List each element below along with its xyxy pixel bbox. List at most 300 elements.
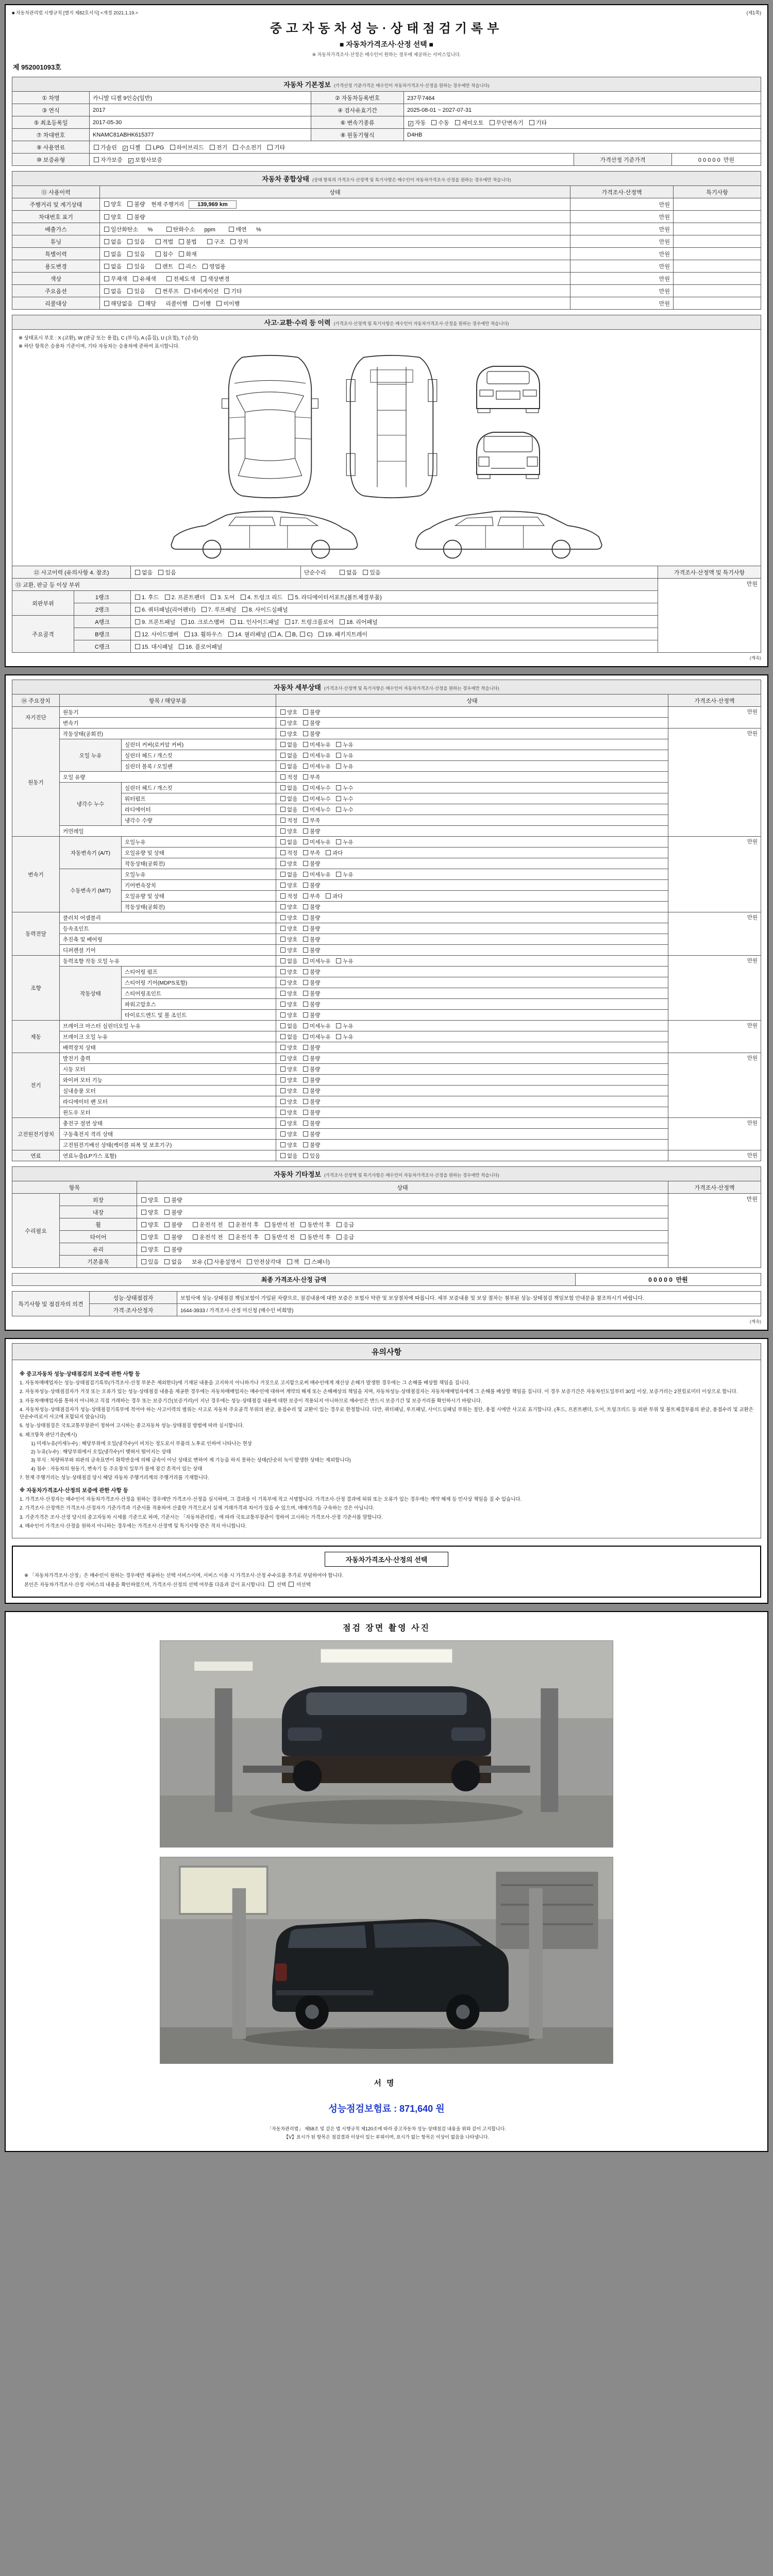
- checkbox-icon[interactable]: [336, 839, 341, 844]
- checkbox-icon[interactable]: [193, 1222, 198, 1227]
- state-cell[interactable]: 양호 불량: [137, 1206, 668, 1218]
- checkbox-icon[interactable]: [127, 239, 132, 244]
- checkbox-icon[interactable]: [141, 1259, 146, 1264]
- checkbox-icon[interactable]: [267, 145, 273, 150]
- notice-line: 1) 미세누유(미세누수) : 해당부위에 오일(냉각수)이 비치는 정도로서 부품의 노후로 인하여 나타나는 현상: [31, 1440, 253, 1447]
- checkbox-icon[interactable]: [104, 214, 109, 219]
- checkbox-icon[interactable]: [141, 1197, 146, 1202]
- state-cell[interactable]: 없음 미세누수 누수: [276, 793, 668, 804]
- checkbox-icon[interactable]: [230, 619, 236, 624]
- checkbox-icon[interactable]: [303, 1012, 308, 1018]
- checkbox-icon[interactable]: [280, 720, 285, 725]
- checkbox-icon[interactable]: [127, 264, 132, 269]
- checkbox-icon[interactable]: [305, 1259, 310, 1264]
- item-label: 작동상태(공회전): [122, 902, 276, 912]
- checkbox-icon[interactable]: [280, 883, 285, 888]
- checkbox-icon[interactable]: [193, 1234, 198, 1240]
- checkbox-icon[interactable]: [303, 828, 308, 834]
- checkbox-icon[interactable]: [280, 839, 285, 844]
- checkbox-icon[interactable]: [336, 742, 341, 747]
- checkbox-icon[interactable]: [230, 239, 236, 244]
- section-basic-info-title: 자동차 기본정보 (가격산정 기준가격은 매수인이 자동차가격조사·산정을 원하는 경우에만 적습니다): [12, 77, 761, 91]
- state-cell[interactable]: 적정 부족 과다: [276, 848, 668, 858]
- checkbox-icon[interactable]: [181, 619, 187, 624]
- checkbox-icon[interactable]: [303, 1099, 308, 1104]
- checkbox-icon[interactable]: [303, 937, 308, 942]
- checkbox-icon[interactable]: [156, 239, 161, 244]
- field-label: ③ 연식: [12, 104, 90, 116]
- state-cell[interactable]: 일산화탄소 % 탄화수소 ppm 매연 %: [100, 223, 570, 235]
- checkbox-icon[interactable]: [336, 764, 341, 769]
- state-cell[interactable]: 없음 미세누유 누유: [276, 739, 668, 750]
- checkbox-icon[interactable]: [241, 595, 246, 600]
- rank-items[interactable]: 9. 프론트패널 10. 크로스멤버 11. 인사이드패널 17. 트렁크플로어 18. 리어패널: [131, 616, 658, 628]
- checkbox-icon[interactable]: [336, 872, 341, 877]
- checkbox-icon[interactable]: [280, 1066, 285, 1072]
- state-cell[interactable]: 양호 불량: [276, 934, 668, 945]
- checkbox-icon[interactable]: [135, 632, 140, 637]
- checkbox-icon[interactable]: [303, 904, 308, 909]
- checkbox-icon[interactable]: [303, 807, 308, 812]
- checkbox-icon[interactable]: [336, 785, 341, 790]
- checkbox-icon[interactable]: [280, 753, 285, 758]
- item-label: 동력조향 작동 오일 누유: [60, 956, 276, 967]
- checkbox-icon[interactable]: [303, 720, 308, 725]
- item-label: 파워고압호스: [122, 999, 276, 1010]
- state-cell[interactable]: 양호 불량: [276, 707, 668, 718]
- checkbox-icon[interactable]: [303, 872, 308, 877]
- checkbox-icon[interactable]: [285, 619, 290, 624]
- state-cell[interactable]: 없음 미세누유 누유: [276, 956, 668, 967]
- checkbox-icon[interactable]: [166, 227, 172, 232]
- inspection-insurance-fee: [12, 2102, 761, 2115]
- checkbox-icon[interactable]: [280, 796, 285, 801]
- checkbox-icon[interactable]: [337, 1222, 342, 1227]
- checkbox-icon[interactable]: [170, 145, 175, 150]
- accident-history-state[interactable]: 없음 있음: [131, 566, 301, 579]
- checkbox-icon[interactable]: [303, 796, 308, 801]
- checkbox-icon[interactable]: [104, 201, 109, 207]
- state-cell[interactable]: 양호 불량: [276, 1086, 668, 1096]
- checkbox-icon[interactable]: [303, 969, 308, 974]
- checkbox-icon[interactable]: [193, 301, 198, 306]
- checkbox-icon[interactable]: ✓: [123, 145, 127, 151]
- checkbox-icon[interactable]: [280, 1012, 285, 1018]
- checkbox-icon[interactable]: [490, 120, 495, 125]
- state-cell[interactable]: 양호 불량: [276, 912, 668, 923]
- amount-cell: 만원: [570, 285, 674, 297]
- checkbox-icon[interactable]: [280, 980, 285, 985]
- checkbox-icon[interactable]: [179, 264, 184, 269]
- checkbox-icon[interactable]: [271, 632, 276, 637]
- checkbox-icon[interactable]: [184, 289, 190, 294]
- checkbox-icon[interactable]: [94, 145, 99, 150]
- state-cell[interactable]: 양호 불량: [137, 1243, 668, 1256]
- checkbox-icon[interactable]: [303, 980, 308, 985]
- simple-repair-cell[interactable]: 단순수리 없음 있음: [301, 566, 658, 579]
- state-cell[interactable]: 양호 불량: [276, 1042, 668, 1053]
- device-group-label: 연료: [12, 1150, 60, 1161]
- checkbox-icon[interactable]: [164, 1197, 170, 1202]
- checkbox-icon[interactable]: [303, 818, 308, 823]
- state-cell[interactable]: 없음 미세누수 누수: [276, 783, 668, 793]
- checkbox-icon[interactable]: [135, 619, 140, 624]
- state-cell[interactable]: 양호 불량: [276, 728, 668, 739]
- checkbox-icon[interactable]: [156, 264, 161, 269]
- state-cell[interactable]: 적정 부족: [276, 772, 668, 783]
- state-cell[interactable]: 없음 미세누유 누유: [276, 1031, 668, 1042]
- checkbox-icon[interactable]: [303, 742, 308, 747]
- checkbox-icon[interactable]: [201, 276, 206, 281]
- checkbox-icon[interactable]: [300, 632, 305, 637]
- checkbox-icon[interactable]: [303, 1110, 308, 1115]
- checkbox-icon[interactable]: [289, 1582, 294, 1587]
- checkbox-icon[interactable]: [336, 807, 341, 812]
- checkbox-icon[interactable]: [265, 1234, 270, 1240]
- checkbox-icon[interactable]: [303, 947, 308, 953]
- checkbox-icon[interactable]: [247, 1259, 252, 1264]
- checkbox-icon[interactable]: [340, 570, 345, 575]
- state-cell[interactable]: 양호 불량 현재 주행거리 139,969 km: [100, 198, 570, 211]
- checkbox-icon[interactable]: [280, 1131, 285, 1137]
- state-cell[interactable]: 없음 있음 침수 화재: [100, 248, 570, 260]
- checkbox-icon[interactable]: [300, 1234, 306, 1240]
- checkbox-icon[interactable]: [431, 120, 436, 125]
- amount-header: 가격조사·산정액: [668, 694, 761, 707]
- checkbox-icon[interactable]: [303, 915, 308, 920]
- checkbox-icon[interactable]: [303, 958, 308, 963]
- checkbox-icon[interactable]: [280, 1002, 285, 1007]
- checkbox-icon[interactable]: [303, 1088, 308, 1093]
- rank-label: B랭크: [74, 628, 131, 640]
- checkbox-icon[interactable]: [104, 227, 109, 232]
- checkbox-icon[interactable]: [127, 214, 132, 219]
- checkbox-icon[interactable]: [164, 1259, 170, 1264]
- checkbox-icon[interactable]: [242, 607, 247, 612]
- checkbox-icon[interactable]: [303, 1023, 308, 1028]
- checkbox-icon[interactable]: [280, 1153, 285, 1158]
- checkbox-icon[interactable]: [303, 1142, 308, 1147]
- checkbox-icon[interactable]: [179, 239, 184, 244]
- state-cell[interactable]: 양호 불량: [276, 902, 668, 912]
- state-cell[interactable]: 양호 불량: [276, 1053, 668, 1064]
- checkbox-icon[interactable]: [285, 632, 291, 637]
- checkbox-icon[interactable]: [303, 926, 308, 931]
- item-label: 오일유량 및 상태: [122, 891, 276, 902]
- checkbox-icon[interactable]: [94, 157, 99, 162]
- checkbox-icon[interactable]: [127, 251, 132, 257]
- checkbox-icon[interactable]: [104, 239, 109, 244]
- checkbox-icon[interactable]: [303, 1121, 308, 1126]
- checkbox-icon[interactable]: [164, 1247, 170, 1252]
- checkbox-icon[interactable]: [156, 289, 161, 294]
- checkbox-icon[interactable]: [303, 764, 308, 769]
- checkbox-icon[interactable]: [280, 1045, 285, 1050]
- checkbox-icon[interactable]: [135, 595, 140, 600]
- state-cell[interactable]: 없음 있음 렌트 리스 영업용: [100, 260, 570, 273]
- checkbox-icon[interactable]: [303, 1066, 308, 1072]
- checkbox-icon[interactable]: [336, 1023, 341, 1028]
- use-history-label: 리콜대상: [12, 297, 100, 310]
- checkbox-icon[interactable]: [280, 969, 285, 974]
- checkbox-icon[interactable]: [104, 276, 109, 281]
- checkbox-icon[interactable]: [280, 807, 285, 812]
- checkbox-icon[interactable]: [280, 785, 285, 790]
- checkbox-icon[interactable]: [280, 1142, 285, 1147]
- checkbox-icon[interactable]: [280, 850, 285, 855]
- checkbox-icon[interactable]: [280, 764, 285, 769]
- checkbox-icon[interactable]: [156, 251, 161, 257]
- checkbox-icon[interactable]: [336, 1034, 341, 1039]
- state-cell[interactable]: 없음 미세누유 누유: [276, 869, 668, 880]
- checkbox-icon[interactable]: [216, 301, 222, 306]
- rank-label: 1랭크: [74, 591, 131, 603]
- checkbox-icon[interactable]: [280, 818, 285, 823]
- checkbox-icon[interactable]: [336, 753, 341, 758]
- checkbox-icon[interactable]: [280, 1023, 285, 1028]
- checkbox-icon[interactable]: [233, 145, 238, 150]
- checkbox-icon[interactable]: [303, 839, 308, 844]
- checkbox-icon[interactable]: [300, 1222, 306, 1227]
- checkbox-icon[interactable]: [326, 893, 331, 899]
- checkbox-icon[interactable]: [280, 1088, 285, 1093]
- continuation-note: (계속): [749, 1319, 761, 1324]
- checkbox-icon[interactable]: [141, 1247, 146, 1252]
- checkbox-icon[interactable]: [265, 1222, 270, 1227]
- checkbox-icon[interactable]: [104, 289, 109, 294]
- state-cell[interactable]: 적정 부족 과다: [276, 891, 668, 902]
- checkbox-icon[interactable]: [336, 796, 341, 801]
- checkbox-icon[interactable]: [280, 947, 285, 953]
- state-cell[interactable]: 양호 불량: [276, 826, 668, 837]
- item-label: 충전구 절연 상태: [60, 1118, 276, 1129]
- checkbox-icon[interactable]: [303, 1153, 308, 1158]
- checkbox-icon[interactable]: [280, 904, 285, 909]
- checkbox-icon[interactable]: [280, 1077, 285, 1082]
- checkbox-icon[interactable]: [280, 915, 285, 920]
- checkbox-icon[interactable]: [135, 644, 140, 649]
- checkbox-icon[interactable]: [164, 1210, 170, 1215]
- checkbox-icon[interactable]: [135, 570, 140, 575]
- checkbox-icon[interactable]: [303, 1002, 308, 1007]
- warranty-options[interactable]: 자가보증 ✓ 보험사보증: [90, 154, 574, 166]
- checkbox-icon[interactable]: [303, 850, 308, 855]
- item-label: 배력장치 상태: [60, 1042, 276, 1053]
- state-cell[interactable]: 양호 불량: [276, 1129, 668, 1140]
- checkbox-icon[interactable]: [229, 1222, 234, 1227]
- state-cell[interactable]: 양호 불량: [276, 1107, 668, 1118]
- checkbox-icon[interactable]: [303, 709, 308, 715]
- state-cell[interactable]: 없음 미세누수 누수: [276, 804, 668, 815]
- checkbox-icon[interactable]: [141, 1210, 146, 1215]
- checkbox-icon[interactable]: [166, 276, 172, 281]
- checkbox-icon[interactable]: [211, 595, 216, 600]
- checkbox-icon[interactable]: [229, 227, 234, 232]
- amount-cell: 만원: [570, 260, 674, 273]
- checkbox-icon[interactable]: [303, 1045, 308, 1050]
- checkbox-icon[interactable]: [268, 1582, 274, 1587]
- checkbox-icon[interactable]: [201, 607, 207, 612]
- state-cell[interactable]: 양호 불량 운전석 전 운전석 후 동반석 전 동반석 후 응급: [137, 1218, 668, 1231]
- checkbox-icon[interactable]: [280, 774, 285, 779]
- checkbox-icon[interactable]: [303, 753, 308, 758]
- state-cell[interactable]: 양호 불량: [276, 1064, 668, 1075]
- checkbox-icon[interactable]: [280, 709, 285, 715]
- state-cell[interactable]: 양호 불량 운전석 전 운전석 후 동반석 전 동반석 후 응급: [137, 1231, 668, 1243]
- checkbox-icon[interactable]: [337, 1234, 342, 1240]
- checkbox-icon[interactable]: [280, 1099, 285, 1104]
- choice-line-2[interactable]: 본인은 자동차가격조사·산정 서비스의 내용을 확인하였으며, 가격조사·산정의 선택 여부를 다음과 같이 표시합니다. 선택 미선택: [24, 1582, 311, 1588]
- checkbox-icon[interactable]: [280, 926, 285, 931]
- checkbox-icon[interactable]: [303, 1077, 308, 1082]
- checkbox-icon[interactable]: [158, 570, 163, 575]
- doc-number: 제 952001093호: [13, 63, 61, 71]
- vin: KNAMC81ABHK615377: [90, 129, 311, 141]
- state-cell[interactable]: 양호 불량: [276, 923, 668, 934]
- state-cell[interactable]: 있음 없음 보유 ( 사용설명서 안전삼각대 잭 스패너): [137, 1256, 668, 1268]
- state-cell[interactable]: 없음 미세누유 누유: [276, 750, 668, 761]
- engine-type: D4HB: [404, 129, 761, 141]
- checkbox-icon[interactable]: [280, 731, 285, 736]
- checkbox-icon[interactable]: ✓: [128, 158, 133, 163]
- checkbox-icon[interactable]: [303, 1034, 308, 1039]
- item-label: 기어변속장치: [122, 880, 276, 891]
- checkbox-icon[interactable]: [139, 301, 144, 306]
- checkbox-icon[interactable]: [207, 1259, 212, 1264]
- checkbox-icon[interactable]: [303, 861, 308, 866]
- checkbox-icon[interactable]: ✓: [409, 121, 413, 126]
- rank-items[interactable]: 6. 쿼터패널(리어펜더) 7. 루프패널 8. 사이드실패널: [131, 603, 658, 616]
- item-label: 오일누유: [122, 837, 276, 848]
- state-cell[interactable]: 해당없음 해당 리콜이행 이행 미이행: [100, 297, 570, 310]
- checkbox-icon[interactable]: [303, 774, 308, 779]
- state-cell[interactable]: 양호 불량: [276, 718, 668, 728]
- state-cell[interactable]: 없음 미세누유 누유: [276, 1021, 668, 1031]
- sheet-photos: [5, 1611, 768, 2152]
- state-cell[interactable]: 무채색 유채색 전체도색 색상변경: [100, 273, 570, 285]
- checkbox-icon[interactable]: [336, 958, 341, 963]
- checkbox-icon[interactable]: [104, 251, 109, 257]
- state-cell[interactable]: 양호 불량: [276, 1140, 668, 1150]
- device-group-label: 원동기: [12, 728, 60, 837]
- state-cell[interactable]: 없음 있음 적법 불법 구조 장치: [100, 235, 570, 248]
- checkbox-icon[interactable]: [127, 289, 132, 294]
- checkbox-icon[interactable]: [280, 742, 285, 747]
- checkbox-icon[interactable]: [280, 1110, 285, 1115]
- state-cell[interactable]: 양호 불량: [276, 999, 668, 1010]
- transmission-options[interactable]: ✓ 자동 수동 세미오토 무단변속기 기타: [404, 116, 761, 129]
- remarks-cell: [674, 198, 761, 211]
- state-cell[interactable]: 양호 불량: [137, 1194, 668, 1206]
- checkbox-icon[interactable]: [280, 872, 285, 877]
- checkbox-icon[interactable]: [529, 120, 534, 125]
- state-cell[interactable]: 양호 불량: [276, 945, 668, 956]
- checkbox-icon[interactable]: [207, 239, 212, 244]
- checkbox-icon[interactable]: [133, 276, 138, 281]
- checkbox-icon[interactable]: [164, 1222, 170, 1227]
- checkbox-icon[interactable]: [280, 828, 285, 834]
- state-cell[interactable]: 양호 불량: [276, 1096, 668, 1107]
- checkbox-icon[interactable]: [228, 632, 233, 637]
- checkbox-icon[interactable]: [363, 570, 368, 575]
- checkbox-icon[interactable]: [303, 785, 308, 790]
- item-label: 등속조인트: [60, 923, 276, 934]
- checkbox-icon[interactable]: [210, 145, 215, 150]
- checkbox-icon[interactable]: [280, 991, 285, 996]
- checkbox-icon[interactable]: [303, 893, 308, 899]
- state-cell[interactable]: 없음 있음 썬루프 네비게이션 기타: [100, 285, 570, 297]
- rank-items[interactable]: 1. 후드 2. 프론트펜더 3. 도어 4. 트렁크 리드 5. 라디에이터서포트(볼트체결부품): [131, 591, 658, 603]
- checkbox-icon[interactable]: [179, 644, 184, 649]
- state-cell[interactable]: 적정 부족: [276, 815, 668, 826]
- checkbox-icon[interactable]: [104, 264, 109, 269]
- checkbox-icon[interactable]: [179, 251, 184, 257]
- amount-cell: 만원: [668, 956, 761, 1021]
- checkbox-icon[interactable]: [229, 1234, 234, 1240]
- state-cell[interactable]: 없음 미세누유 누유: [276, 761, 668, 772]
- checkbox-icon[interactable]: [127, 201, 132, 207]
- state-cell[interactable]: 양호 불량: [100, 211, 570, 223]
- car-underbody-diagram: [343, 354, 441, 499]
- checkbox-icon[interactable]: [303, 731, 308, 736]
- checkbox-icon[interactable]: [326, 850, 331, 855]
- checkbox-icon[interactable]: [184, 632, 190, 637]
- amount-cell: 만원: [570, 273, 674, 285]
- checkbox-icon[interactable]: [146, 145, 151, 150]
- checkbox-icon[interactable]: [455, 120, 460, 125]
- rank-items[interactable]: 15. 대시패널 16. 플로어패널: [131, 640, 658, 653]
- checkbox-icon[interactable]: [165, 595, 170, 600]
- checkbox-icon[interactable]: [303, 883, 308, 888]
- checkbox-icon[interactable]: [318, 632, 324, 637]
- checkbox-icon[interactable]: [164, 1234, 170, 1240]
- fuel-options[interactable]: 가솔린 ✓ 디젤 LPG 하이브리드 전기 수소전기 기타: [90, 141, 761, 154]
- checkbox-icon[interactable]: [340, 619, 345, 624]
- state-cell[interactable]: 없음 있음: [276, 1150, 668, 1161]
- state-cell[interactable]: 양호 불량: [276, 988, 668, 999]
- state-cell[interactable]: 양호 불량: [276, 1118, 668, 1129]
- checkbox-icon[interactable]: [224, 289, 229, 294]
- checkbox-icon[interactable]: [280, 958, 285, 963]
- checkbox-icon[interactable]: [280, 1121, 285, 1126]
- continuation-note: (계속): [749, 655, 761, 660]
- checkbox-icon[interactable]: [303, 1056, 308, 1061]
- rank-items[interactable]: 12. 사이드멤버 13. 휠하우스 14. 필러패널 ( A, B, C) 19. 패키지트레이: [131, 628, 658, 640]
- checkbox-icon[interactable]: [280, 937, 285, 942]
- checkbox-icon[interactable]: [141, 1222, 146, 1227]
- checkbox-icon[interactable]: [135, 607, 140, 612]
- state-cell[interactable]: 양호 불량: [276, 880, 668, 891]
- state-cell[interactable]: 양호 불량: [276, 977, 668, 988]
- checkbox-icon[interactable]: [280, 1056, 285, 1061]
- checkbox-icon[interactable]: [303, 991, 308, 996]
- state-cell[interactable]: 양호 불량: [276, 1010, 668, 1021]
- state-cell[interactable]: 양호 불량: [276, 967, 668, 977]
- checkbox-icon[interactable]: [141, 1234, 146, 1240]
- checkbox-icon[interactable]: [280, 1034, 285, 1039]
- state-cell[interactable]: 양호 불량: [276, 858, 668, 869]
- checkbox-icon[interactable]: [280, 861, 285, 866]
- state-cell[interactable]: 양호 불량: [276, 1075, 668, 1086]
- amount-cell: 만원: [668, 1150, 761, 1161]
- checkbox-icon[interactable]: [303, 1131, 308, 1137]
- checkbox-icon[interactable]: [104, 301, 109, 306]
- checkbox-icon[interactable]: [288, 595, 293, 600]
- state-cell[interactable]: 없음 미세누유 누유: [276, 837, 668, 848]
- checkbox-icon[interactable]: [203, 264, 208, 269]
- checkbox-icon[interactable]: [287, 1259, 292, 1264]
- checkbox-icon[interactable]: [280, 893, 285, 899]
